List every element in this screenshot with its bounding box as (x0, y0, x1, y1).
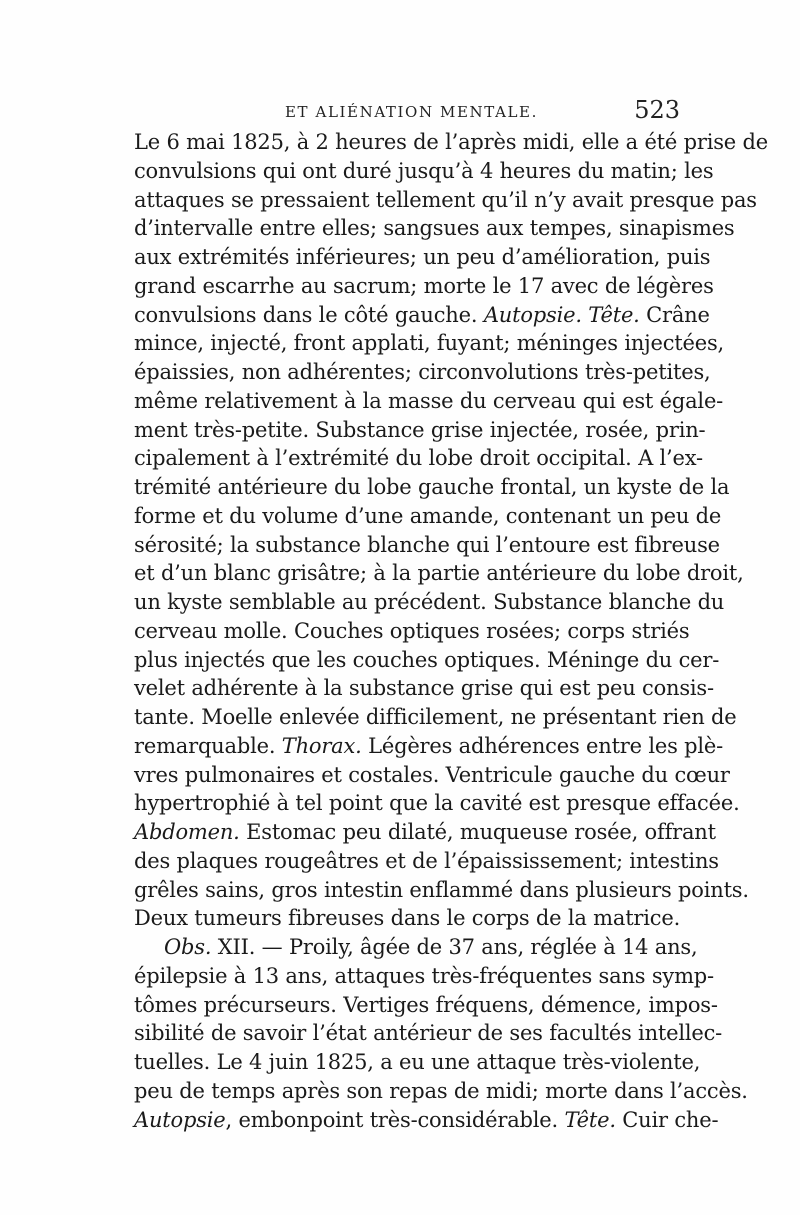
text-span: grand escarrhe au sacrum; morte le 17 avec de légères (134, 273, 714, 298)
text-span: sibilité de savoir l’état antérieur de ses facultés intellec- (134, 1021, 723, 1046)
text-line (134, 329, 725, 358)
text-span: un kyste semblable au précédent. Substance blanche du (134, 590, 725, 614)
text-span: Légères adhérences entre les plè- (361, 733, 724, 758)
text-span: plus injectés que les couches optiques. Méninge du cer- (134, 647, 720, 672)
text-line (134, 991, 718, 1020)
text-span: tante. Moelle enlevée difficilement, ne présentant rien de (134, 705, 737, 729)
text-line (134, 1048, 701, 1077)
text-line (134, 416, 706, 445)
text-line (134, 1077, 748, 1106)
italic-text-span: Autopsie (134, 1107, 226, 1132)
text-span: même relativement à la masse du cerveau qui est égale- (134, 388, 724, 413)
body-text (134, 128, 768, 1134)
text-line (134, 531, 720, 560)
text-span: grêles sains, gros intestin enflammé dans plusieurs points. (134, 877, 749, 902)
italic-text-span: Abdomen. (134, 820, 240, 844)
text-span: et d’un blanc grisâtre; à la partie antérieure du lobe droit, (134, 561, 744, 586)
text-span: velet adhérente à la substance grise qui est peu consis- (134, 676, 714, 701)
text-line (134, 847, 719, 876)
text-line (134, 876, 749, 905)
text-line (134, 502, 722, 531)
italic-text-span: Thorax. (281, 733, 362, 758)
text-span: , embonpoint très-considérable. (225, 1107, 565, 1132)
text-span: d’intervalle entre elles; sangsues aux tempes, sinapismes (134, 216, 735, 241)
page-number: 523 (634, 96, 680, 124)
text-span: attaques se pressaient tellement qu’il n’y avait presque pas (134, 187, 757, 212)
text-span: Estomac peu dilaté, muqueuse rosée, offrant (239, 820, 716, 844)
text-span: tuelles. Le 4 juin 1825, a eu une attaque très-violente, (134, 1050, 701, 1074)
text-line (134, 559, 744, 588)
text-span: ment très-petite. Substance grise injectée, rosée, prin- (134, 417, 706, 442)
page-header (135, 96, 680, 126)
text-span: des plaques rougeâtres et de l’épaississement; intestins (134, 848, 719, 873)
text-line (134, 157, 714, 186)
text-span: épaissies, non adhérentes; circonvolutions très-petites, (134, 360, 711, 384)
text-line (134, 818, 716, 847)
text-line (134, 387, 724, 416)
text-line (134, 674, 714, 703)
text-line (134, 617, 690, 646)
running-head: ET ALIÉNATION MENTALE. (285, 103, 538, 121)
text-span: Le 6 mai 1825, à 2 heures de l’après midi, elle a été prise de (134, 130, 768, 154)
text-span: vres pulmonaires et costales. Ventricule gauche du cœur (134, 762, 730, 787)
text-line (134, 473, 730, 502)
italic-text-span: Autopsie. Tête. (483, 302, 640, 327)
text-span: mince, injecté, front applati, fuyant; méninges injectées, (134, 331, 725, 356)
text-span: forme et du volume d’une amande, contenant un peu de (134, 503, 722, 528)
text-line (134, 646, 720, 675)
text-span: sérosité; la substance blanche qui l’entoure est fibreuse (134, 532, 720, 557)
text-span: hypertrophié à tel point que la cavité est presque effacée. (134, 791, 740, 816)
text-line (134, 358, 711, 387)
text-span: cipalement à l’extrémité du lobe droit occipital. A l’ex- (134, 446, 703, 471)
text-span: aux extrémités inférieures; un peu d’amélioration, puis (134, 245, 711, 269)
text-line (134, 186, 757, 215)
text-span: convulsions dans le côté gauche. (134, 302, 484, 327)
text-line (134, 1106, 719, 1135)
text-line (134, 588, 725, 617)
italic-text-span: Obs. (164, 935, 212, 959)
text-line (134, 128, 768, 157)
text-line (134, 214, 735, 243)
text-span: peu de temps après son repas de midi; morte dans l’accès. (134, 1078, 748, 1103)
text-line (134, 301, 710, 330)
text-line (134, 732, 724, 761)
text-span: remarquable. (134, 733, 282, 758)
text-span: Crâne (639, 302, 710, 327)
text-line (134, 243, 711, 272)
text-line (134, 789, 740, 818)
text-line (134, 272, 714, 301)
text-span: Cuir che- (615, 1107, 719, 1132)
text-line (134, 444, 703, 473)
text-span: XII. — Proily, âgée de 37 ans, réglée à 14 ans, (211, 935, 698, 959)
text-line (134, 904, 680, 933)
text-line (134, 962, 714, 991)
text-line (134, 703, 737, 732)
text-span: Deux tumeurs fibreuses dans le corps de la matrice. (134, 906, 681, 931)
text-line (134, 761, 730, 790)
text-span: cerveau molle. Couches optiques rosées; corps striés (134, 618, 690, 643)
text-span: trémité antérieure du lobe gauche frontal, un kyste de la (134, 475, 730, 499)
text-span: convulsions qui ont duré jusqu’à 4 heures du matin; les (134, 158, 714, 183)
text-line (134, 933, 698, 962)
text-line (134, 1019, 723, 1048)
text-span: tômes précurseurs. Vertiges fréquens, démence, impos- (134, 992, 718, 1017)
text-span: épilepsie à 13 ans, attaques très-fréquentes sans symp- (134, 963, 714, 988)
italic-text-span: Tête. (564, 1107, 616, 1132)
